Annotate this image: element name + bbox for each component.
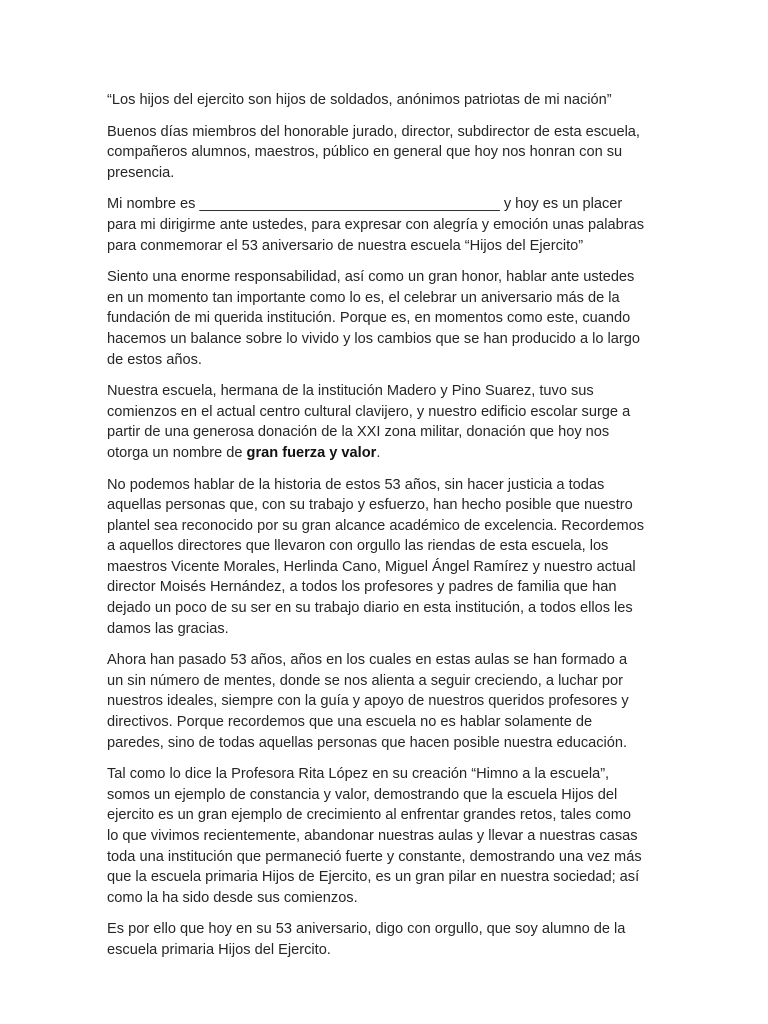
history-emphasis: gran fuerza y valor bbox=[246, 444, 377, 461]
paragraph-closing: Es por ello que hoy en su 53 aniversario, digo con orgullo, que soy alumno de la escuela primaria Hijos del Ejercito. bbox=[107, 921, 626, 958]
epigraph: “Los hijos del ejercito son hijos de soldados, anónimos patriotas de mi nación” bbox=[107, 92, 612, 108]
paragraph-years: Ahora han pasado 53 años, años en los cuales en estas aulas se han formado a un sin número de mentes, donde se nos alienta a seguir creciendo, a luchar por nuestros ideales, siempre con la guía y apoyo de nuestros queridos profesores y directivos. Porque recordemos que una escuela no es hablar solamente de paredes, sino de todas aquellas personas que hacen posible nuestra educación. bbox=[107, 652, 629, 751]
paragraph-acknowledgements: No podemos hablar de la historia de estos 53 años, sin hacer justicia a todas aquellas personas que, con su trabajo y esfuerzo, han hecho posible que nuestro plantel sea reconocido por su gran alcance académico de excelencia. Recordemos a aquellos directores que llevaron con orgullo las riendas de esta escuela, los maestros Vicente Morales, Herlinda Cano, Miguel Ángel Ramírez y nuestro actual director Moisés Hernández, a todos los profesores y padres de familia que han dejado un poco de su ser en su trabajo diario en esta institución, a todos ellos les damos las gracias. bbox=[107, 476, 645, 637]
history-end: . bbox=[376, 444, 381, 461]
paragraph-name: Mi nombre es _____________________________________ y hoy es un placer para mi dirigirme ante ustedes, para expresar con alegría y emoción unas palabras para conmemorar el 53 aniversario de nuestra escuela “Hijos del Ejercito” bbox=[107, 196, 645, 254]
paragraph-responsibility: Siento una enorme responsabilidad, así como un gran honor, hablar ante ustedes en un momento tan importante como lo es, el celebrar un aniversario más de la fundación de mi querida institución. Porque es, en momentos como este, cuando hacemos un balance sobre lo vivido y los cambios que se han producido a lo largo de estos años. bbox=[107, 269, 640, 368]
history-text: Nuestra escuela, hermana de la institución Madero y Pino Suarez, tuvo sus comienzos en el actual centro cultural clavijero, y nuestro edificio escolar surge a partir de una generosa donación de la XXI zona militar, donación que hoy nos otorga un nombre de bbox=[107, 383, 631, 461]
document-page bbox=[107, 90, 659, 972]
paragraph-greeting: Buenos días miembros del honorable jurado, director, subdirector de esta escuela, compañeros alumnos, maestros, público en general que hoy nos honran con su presencia. bbox=[107, 123, 640, 181]
paragraph-hymn: Tal como lo dice la Profesora Rita López en su creación “Himno a la escuela”, somos un ejemplo de constancia y valor, demostrando que la escuela Hijos del ejercito es un gran ejemplo de crecimiento al enfrentar grandes retos, tales como lo que vivimos recientemente, abandonar nuestras aulas y llevar a nuestras casas toda una institución que permaneció fuerte y constante, demostrando una vez más que la escuela primaria Hijos de Ejercito, es un gran pilar en nuestra sociedad; así como la ha sido desde sus comienzos. bbox=[107, 766, 642, 906]
paragraph-history bbox=[107, 381, 659, 463]
